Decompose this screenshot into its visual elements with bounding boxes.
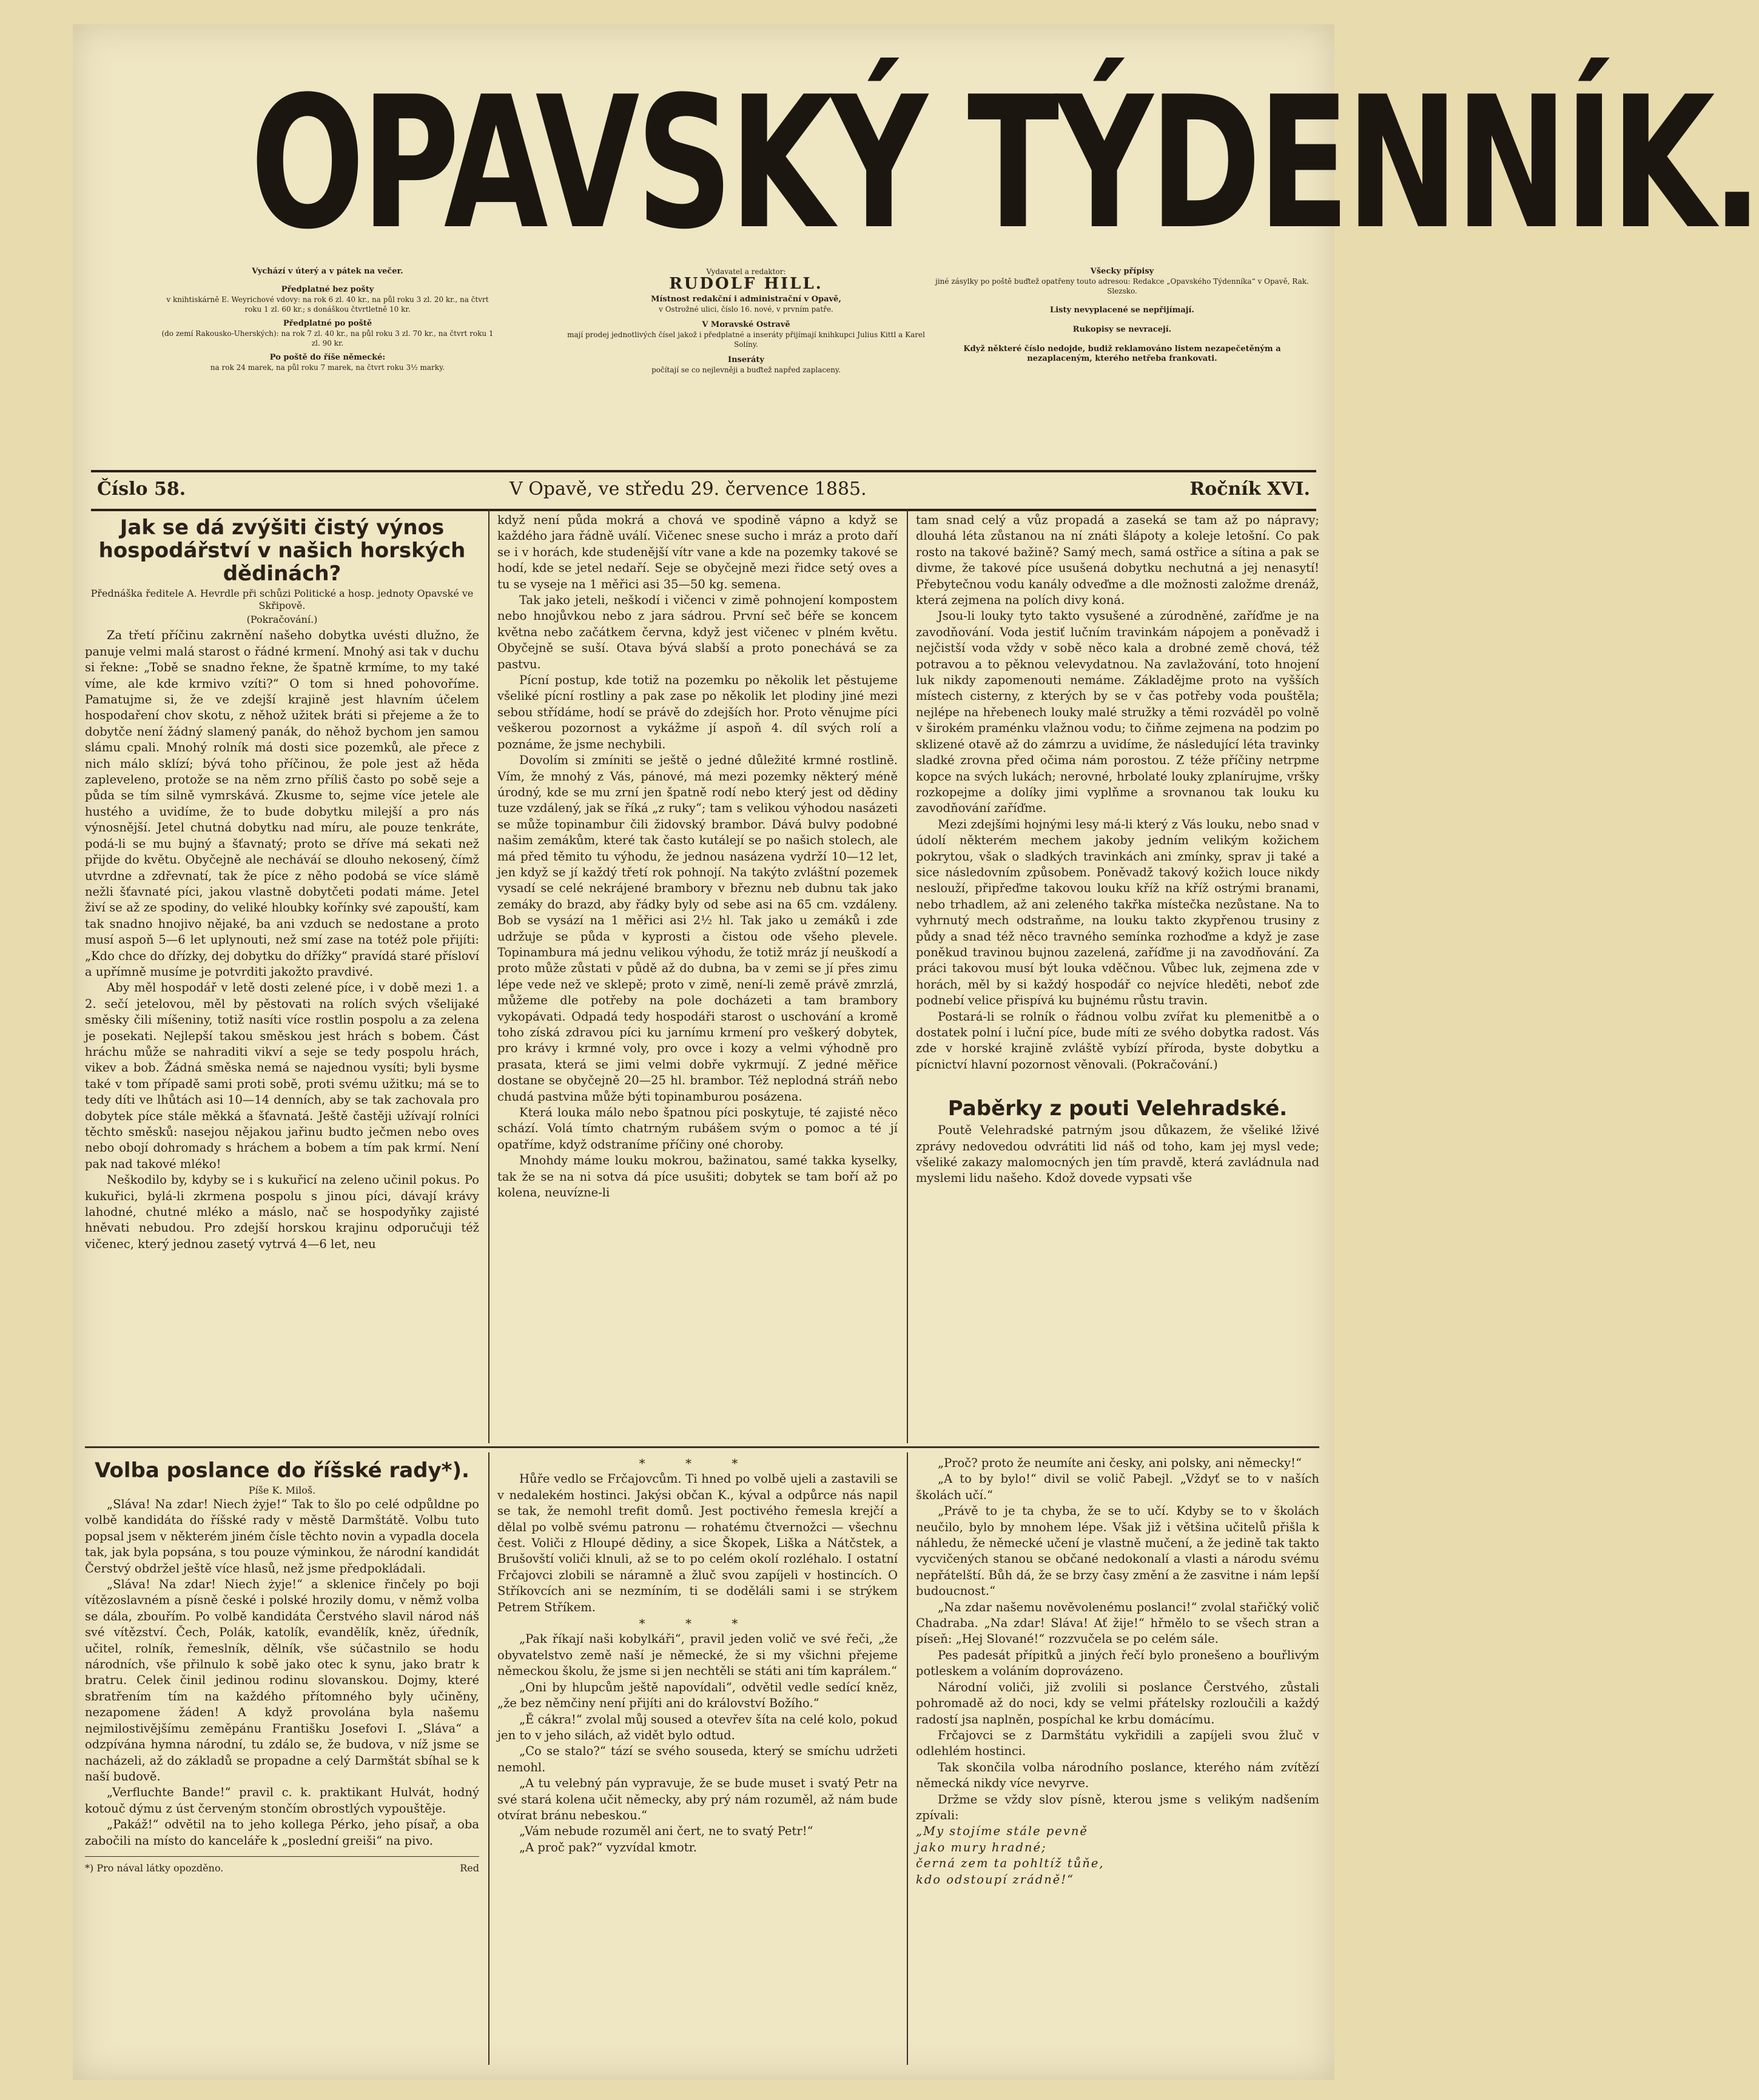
paragraph: když není půda mokrá a chová ve spodině vápno a když se každého jara řádně uválí. Vičenec snese sucho i mráz a proto daří se i v horách, kde studenější vítr vane a kde na pozemky takové se hodí, kde se jetel nedaří. Seje se obyčejně mezi řidce setý oves a tu se vyseje na 1 měřici asi 35—50 kg. semena. bbox=[497, 513, 898, 591]
ostrava-heading: V Moravské Ostravě bbox=[702, 320, 790, 329]
paragraph: Aby měl hospodář v letě dosti zelené píce, i v době mezi 1. a 2. sečí jetelovou, měl by pěstovati na rolích svých všelijaké směsky čili míšeniny, totiž nasíti více rostlin pospolu a za zelena je posekati. Nejlepší takou směskou jest hrách s bobem. Část hráchu může se nahraditi vikví a seje se tedy pospolu hrách, vikev a bob. Žádná směska nemá se najednou vysíti; byli bysme také v tom případě sami proti sobě, proti svému užitku; má se to tedy díti ve lhůtách asi 10—14 denních, aby se tak zachovala pro dobytek píce stále měkká a šťavnatá. Ještě častěji užívají rolníci těchto směsků: nasejou nějakou jařinu budto ječmen nebo oves nebo obojí dohromady s hráchem a bobem a tím pak krmí. Není pak nad takové mléko! bbox=[85, 981, 479, 1171]
paragraph: Tak jako jeteli, neškodí i vičenci v zimě pohnojení kompostem nebo hnojůvkou nebo z jara sádrou. První seč béře se koncem května nebo začátkem června, když jest vičenec v plném květu. Obyčejně se suší. Otava bývá slabší a proto ponechává se za pastvu. bbox=[497, 593, 898, 671]
article-farming-continued: (Pokračování.) bbox=[246, 614, 318, 625]
paragraph: Tak skončila volba národního poslance, kterého nám zvítězí německá nikdy více nevyrve. bbox=[916, 1760, 1319, 1791]
subscription-local-heading: Předplatné bez pošty bbox=[281, 285, 374, 294]
paragraph: Mezi zdejšími hojnými lesy má-li který z Vás louku, nebo snad v údolí některém mechem jakoby jedním velikým kožichem pokrytou, však o sladkých travinkách ani zmínky, sprav ji také a sice následovním způsobem. Poněvadž takový kožich louce nikdy neslouží, připřeďme takovou louku kříž na kříž ostrými branami, nebo trhadlem, až ani zeleného takřka místečka nezůstane. Na to vyhrnutý mech odstraňme, na louku takto zkypřenou trusiny z půdy a snad též něco travného semínka rozhoďme a když je zase poněkud travinou bujnou zazelená, zaříďme ji na zavodňování. Za práci takovou musí být louka vděčnou. Vůbec luk, zejmena zde v horách, měl by si každý hospodář co nejvíce hleděti, neboť zde podnebí velice přispívá ku bujnému růstu travin. bbox=[916, 817, 1319, 1008]
article-farming-col1 bbox=[85, 512, 479, 1440]
footnote-sign: Red bbox=[460, 1862, 479, 1874]
paragraph: „A tu velebný pán vypravuje, že se bude muset i svatý Petr na své stará kolena učit německy, aby prý nám rozuměl, až nám bude otvírat bránu nebeskou.“ bbox=[497, 1776, 898, 1822]
subscription-info bbox=[158, 267, 497, 372]
paragraph: „Co se stalo?“ tází se svého souseda, který se smíchu udržeti nemohl. bbox=[497, 1744, 898, 1774]
column-rule bbox=[907, 509, 908, 1443]
article-election-title: Volba poslance do říšské rady*). bbox=[95, 1458, 469, 1483]
subscription-german-heading: Po poště do říše německé: bbox=[269, 353, 386, 362]
paragraph: „Ě cákra!“ zvolal můj soused a otevřev šíta na celé kolo, pokud jen to v jeho silách, až vidět bylo odtud. bbox=[497, 1712, 898, 1742]
paragraph: Pícní postup, kde totiž na pozemku po několik let pěstujeme všeliké pícní rostliny a pak zase po několik let plodiny jiné mezi sebou střídáme, hodí se právě do zdejších hor. Proto věnujme píci veškerou pozornost a vykážme jí aspoň 4. díl svých rolí a poznáme, že jsme nechybili. bbox=[497, 673, 898, 751]
paragraph: Národní voliči, již zvolili si poslance Čerstvého, zůstali pohromadě až do noci, kdy se velmi přátelsky rozloučili a každý radostí jsa naplněn, pospíchal ke krbu domácímu. bbox=[916, 1680, 1319, 1726]
unpaid-notice: Listy nevyplacené se nepřijímají. bbox=[1050, 306, 1194, 315]
article-farming-col2 bbox=[497, 512, 898, 1440]
subscription-post-text: (do zemí Rakousko-Uherských): na rok 7 zl. 40 kr., na půl roku 3 zl. 70 kr., na čtvrt roku 1 zl. 90 kr. bbox=[161, 329, 494, 347]
column-rule bbox=[907, 1452, 908, 2065]
manuscripts-notice: Rukopisy se nevracejí. bbox=[1072, 325, 1172, 334]
paragraph: „Sláva! Na zdar! Niech żyje!“ Tak to šlo po celé odpůldne po volbě kandidáta do říšské rady v městě Darmštátě. Volbu tuto popsal jsem v některém jiném čísle těchto novin a vypadla docela tak, jak byla popsána, s tou pouze výminkou, že národní kandidát Čerstvý obdržel ještě více hlasů, než jsme předpokládali. bbox=[85, 1497, 479, 1575]
paragraph: Hůře vedlo se Frčajovcům. Ti hned po volbě ujeli a zastavili se v nedalekém hostinci. Jakýsi občan K., kýval a odpůrce nás napil se tak, že nemohl trefit domů. Jest poctivého řemesla krejčí a dělal po volbě svému patronu — rohatému čtvernožci — všechnu čest. Voliči z Hloupé dědiny, a sice Škopek, Liška a Nátčstek, a Brušovští voliči klnuli, až se to po celém okolí rozléhalo. I ostatní Frčajovci zlobili se náramně a žluč svou zapíjeli v hostincích. O Stříkovcích ani se nezmíním, ti se doděláli sami i se strýkem Petrem Stříkem. bbox=[497, 1472, 898, 1614]
paragraph: Frčajovci se z Darmštátu vykřidili a zapíjeli svou žluč v odlehlém hostinci. bbox=[916, 1728, 1319, 1759]
newspaper-title: OPAVSKÝ TÝDENNÍK. bbox=[250, 58, 1759, 269]
issue-number: Číslo 58. bbox=[97, 478, 186, 500]
poem-line: jako mury hradné; bbox=[916, 1840, 1047, 1854]
paragraph: Jsou-li louky tyto takto vysušené a zúrodněné, zaříďme je na zavodňování. Voda jestiť lučním travinkám nápojem a poněvadž i nejčistší voda vždy v sobě něco kala a drobné země chová, též potravou a to pěknou velevydatnou. Na zavlažování, toto hnojení luk nikdy zapomenouti nemáme. Základějme proto na vyšších místech cisterny, z kterých by se v čas potřeby voda pouštěla; nejlépe na hřebenech louky malé stružky a těmi rozváděl po volně v širokém praménku vlažnou vodu; to čiňme zejmena na podzim po sklizené otavě až do zámrzu a uvidíme, že následující léta travinky sladké zrovna před očima nám porostou. Z téže příčiny netrpme kopce na svých lukách; nerovné, hrbolaté louky zplanírujme, vršky rozkopejme a dolíky jimi vyplňme a srovnanou tak louku ku zavodňování zaříďme. bbox=[916, 609, 1319, 816]
paragraph: Pes padesát přípitků a jiných řečí bylo pronešeno a bouřlivým potleskem a voláním doprovázeno. bbox=[916, 1648, 1319, 1679]
paragraph: „Proč? proto že neumíte ani česky, ani polsky, ani německy!“ bbox=[938, 1456, 1302, 1470]
missing-issue-notice: Když některé číslo nedojde, budiž reklamováno listem nezapečetěným a nezaplaceným, kterého netřeba frankovati. bbox=[963, 344, 1281, 363]
article-farming-subtitle: Přednáška ředitele A. Hevrdle při schůzi Politické a hosp. jednoty Opavské ve Skřipově. bbox=[90, 588, 474, 611]
article-election-col1 bbox=[85, 1455, 479, 2068]
issue-date: V Opavě, ve středu 29. července 1885. bbox=[510, 478, 867, 500]
footnote-text: *) Pro nával látky opozděno. bbox=[85, 1862, 224, 1874]
letters-heading: Všecky přípisy bbox=[1090, 267, 1154, 276]
poem-line: černá zem ta pohltíž tůňe, bbox=[916, 1856, 1105, 1871]
subscription-local-text: v knihtiskárně E. Weyrichové vdovy: na rok 6 zl. 40 kr., na půl roku 3 zl. 20 kr., na čtvrt roku 1 zl. 60 kr.; s donáškou čtvrtletně 10 kr. bbox=[166, 295, 489, 314]
office-text: v Ostrožné ulici, číslo 16. nové, v prvním patře. bbox=[659, 305, 833, 314]
paragraph: tam snad celý a vůz propadá a zaseká se tam až po nápravy; dlouhá léta zůstanou na ní znáti šlápoty a koleje letošní. Co pak rosto na takové bažině? Samý mech, samá ostřice a sítina a pak se divme, že takové píce usušená dobytku nechutná a jej nenasytí! Přebytečnou vodu kanály odveďme a dle možnosti založme drenáž, která zejmena na polích divy koná. bbox=[916, 513, 1319, 608]
dateline bbox=[91, 470, 1316, 511]
paragraph: „Verfluchte Bande!“ pravil c. k. praktikant Hulvát, hodný kotouč dýmu z úst červeným stončím obrostlých vypouštěje. bbox=[85, 1785, 479, 1816]
subscription-post-heading: Předplatné po poště bbox=[283, 319, 372, 328]
masthead-info bbox=[91, 267, 1316, 467]
paragraph: Postará-li se rolník o řádnou volbu zvířat ku plemenitbě a o dostatek polní i luční píce, bude míti ze svého dobytka radost. Vás zde v horské krajině zvláště vybízí příroda, byste dobytku a pícnictví hlavní pozornost věnovali. (Pokračování.) bbox=[916, 1009, 1319, 1072]
volume-number: Ročník XVI. bbox=[1189, 478, 1310, 500]
paragraph: „Pak říkají naši kobylkáři“, pravil jeden volič ve své řeči, „že obyvatelstvo země naší je německé, že si my všichni přejeme německou školu, že jsme si jen nechtěli se státi ani tím kaprálem.“ bbox=[497, 1632, 898, 1679]
paragraph: Dovolím si zmíniti se ještě o jedné důležité krmné rostlině. Vím, že mnohý z Vás, pánové, má mezi pozemky některý méně úrodný, kde se mu zrní jen špatně rodí nebo který jest od dědiny tuze vzdálený, jak se říká „z ruky“; tam s velikou výhodou nasázeti se může topinambur čili židovský brambor. Dává bulvy podobné našim zemákům, které tak často kutálejí se po našich stolech, ale má před těmito tu výhodu, že jednou nasázena vydrží 10—12 let, jen když se jí každý třetí rok pohnojí. Na takýto zvláštní pozemek vysadí se celé nekrájené brambory v březnu neb dubnu tak jako zemáky do brazd, aby řádky byly od sebe asi na 65 cm. vzdáleny. Bob se vysází na 1 měřici asi 2½ hl. Tak jako u zemáků i zde udržuje se půda v kyprosti a čistou ode všeho plevele. Topinambura má jednu velikou výhodu, že totiž mráz jí neuškodí a proto může zůstati v půdě až do dubna, ba v zemi se jí přes zimu lépe vede než ve sklepě; proto v zimě, není-li země právě zmrzlá, můžeme dle potřeby na pole docházeti a tam brambory vykopávati. Odpadá tedy hospodáři starost o uschování a kromě toho získá zdravou píci ku jarnímu krmení pro veškerý dobytek, pro krávy i krmné voly, pro ovce i kozy a velmi výhodně pro prasata, která se jimi velmi dobře vykrmují. Z jedné měřice dostane se obyčejně 20—25 hl. brambor. Též neplodná stráň nebo chudá pastvina může býti topinamburou posázena. bbox=[497, 753, 898, 1104]
paragraph: Která louka málo nebo špatnou píci poskytuje, té zajisté něco schází. Volá tímto chatrným rubášem svým o pomoc a té jí opatříme, když odstraníme příčiny oné choroby. bbox=[497, 1105, 898, 1152]
paragraph: Poutě Velehradské patrným jsou důkazem, že všeliké lživé zprávy nedovedou odvrátiti lid náš od toho, kam jej mysl vede; všeliké zakazy malomocných jen tím pravdě, která zavládnula nad myslemi lidu našeho. Kdož dovede vypsati vše bbox=[916, 1123, 1319, 1186]
footnote bbox=[85, 1856, 479, 1876]
paragraph: „Pakáž!“ odvětil na to jeho kollega Pérko, jeho písař, a oba zabočili na místo do kanceláře k „poslední greiši“ na pivo. bbox=[85, 1817, 479, 1848]
article-election-author: Píše K. Miloš. bbox=[248, 1484, 316, 1496]
article-farming-col3 bbox=[916, 512, 1319, 1440]
paragraph: Za třetí příčinu zakrnění našeho dobytka uvésti dlužno, že panuje velmi malá starost o řádné krmení. Mnohý asi tak v duchu si řekne: „Tobě se snadno řekne, že špatně krmíme, to my také víme, ale kde krmivo vzíti?“ O tom si hned pohovoříme. Pamatujme si, že ve zdejší krajině jest hlavním účelem hospodaření chov skotu, z něhož užitek bráti si přejeme a že to dobytče není žádný slamený panák, do něhož bychom jen samou slámu cpali. Mnohý rolník má dosti sice pozemků, ale přece z nich málo sklízí; bývá toho příčinou, že pole jest až hěda zapleveleno, protože se na něm zrno příliš často po sobě seje a půda se tím silně vymrskává. Zkusme to, sejme více jetele ale hustého a uvidíme, že to bude dobytku milejší a pro nás výnosnější. Jetel chutná dobytku nad míru, ale pouze tenkráte, podá-li se mu bujný a šťavnatý; proto se dříve má sekati než přijde do květu. Obyčejně ale necháváí se dlouho nekosený, čímž utvrdne a zdřevnatí, tak že píce z něho podobá se více slámě nežli šťavnaté píci, jakou vlastně dobytčeti podati máme. Jetel živí se až ze spodiny, do veliké hloubky kořínky své zapouští, kam tak snadno hnojivo nějaké, ba ani vzduch se nedostane a proto musí aspoň 5—6 let uplynouti, než smí zase na totéž pole přijíti: „Kdo chce do dřízky, dej dobytku do dřížky“ pravídá staré přísloví a upřímně musíme je potvrditi jakožto pravdivé. bbox=[85, 628, 479, 979]
paragraph: Držme se vždy slov písně, kterou jsme s velikým nadšením zpívali: bbox=[916, 1792, 1319, 1822]
section-stars: * * * bbox=[639, 1616, 756, 1631]
article-farming-title: Jak se dá zvýšiti čistý výnos hospodářství v našich horských dědinách? bbox=[98, 515, 466, 586]
paragraph: „A proč pak?“ vyzvídal kmotr. bbox=[519, 1840, 697, 1854]
poem-line: „My stojíme stále pevně bbox=[916, 1824, 1088, 1839]
newspaper-page bbox=[73, 24, 1759, 2080]
article-election-col2 bbox=[497, 1455, 898, 2068]
subscription-german-text: na rok 24 marek, na půl roku 7 marek, na čtvrt roku 3½ marky. bbox=[210, 363, 445, 372]
issue-schedule: Vychází v úterý a v pátek na večer. bbox=[252, 267, 403, 276]
letters-info bbox=[934, 267, 1310, 364]
paragraph: Neškodilo by, kdyby se i s kukuřicí na zeleno učinil pokus. Po kukuřici, bylá-li zkrmena pospolu s jinou píci, dávají krávy lahodné, chutné mléko a máslo, nač se hospodyňky zajisté hněvati nebudou. Pro zdejší horskou krajinu odporučuji též vičenec, který jednou zasetý vytrvá 4—6 let, neu bbox=[85, 1173, 479, 1251]
editor-label: Vydavatel a redaktor: bbox=[706, 267, 786, 276]
article-pilgrimage-title: Paběrky z pouti Velehradské. bbox=[947, 1096, 1288, 1121]
section-stars: * * * bbox=[639, 1456, 756, 1471]
letters-text: jiné zásylky po poště buďtež opatřeny touto adresou: Redakce „Opavského Týdenníka“ v Opavě, Rak. Slezsko. bbox=[935, 277, 1309, 295]
poem-line: kdo odstoupí zrádně!“ bbox=[916, 1872, 1075, 1887]
ads-heading: Inseráty bbox=[728, 355, 764, 364]
editor-name: RUDOLF HILL. bbox=[669, 275, 823, 293]
ostrava-text: mají prodej jednotlivých čísel jakož i předplatné a inseráty přijímají knihkupci Julius Kittl a Karel Solíny. bbox=[567, 330, 925, 349]
ads-text: počítají se co nejlevněji a buďtež napřed zaplaceny. bbox=[651, 366, 841, 374]
section-divider bbox=[85, 1446, 1319, 1448]
article-election-col3 bbox=[916, 1455, 1319, 2068]
column-rule bbox=[488, 509, 489, 1443]
paragraph: „Vám nebude rozuměl ani čert, ne to svatý Petr!“ bbox=[519, 1824, 813, 1839]
paragraph: „Oni by hlupcům ještě napovídali“, odvětil vedle sedící kněz, „že bez němčiny není přijíti ani do království Božího.“ bbox=[497, 1680, 898, 1711]
paragraph: „Na zdar našemu nověvolenému poslanci!“ zvolal stařičký volič Chadraba. „Na zdar! Sláva! Ať žije!“ hřmělo to se všech stran a píseň: „Hej Slované!“ rozzvučela se po celém sále. bbox=[916, 1600, 1319, 1646]
office-heading: Místnost redakční i administrační v Opavě, bbox=[651, 295, 841, 304]
column-rule bbox=[488, 1452, 489, 2065]
publisher-info bbox=[564, 267, 928, 375]
paragraph: „Právě to je ta chyba, že se to učí. Kdyby se to v školách neučilo, bylo by mnohem lépe. Však již i většina učitelů přišla k náhledu, že německé učení je vlastně mučení, a že jedině tak takto vycvičených stanou se občané nedokonalí a vlasti a národu svému nepřátelští. Bůh dá, že se brzy časy změní a že zasvitne i nám lepší budoucnost.“ bbox=[916, 1504, 1319, 1598]
paragraph: „A to by bylo!“ divil se volič Pabejl. „Vždyť se to v naších školách učí.“ bbox=[916, 1472, 1319, 1502]
paragraph: Mnohdy máme louku mokrou, bažinatou, samé takka kyselky, tak že se na ni sotva dá píce usušiti; dobytek se tam boří až po kolena, neuvízne-li bbox=[497, 1153, 898, 1200]
paragraph: „Sláva! Na zdar! Niech żyje!“ a sklenice řinčely po boji vítězoslavném a písně české i polské hrozily domu, v němž volba se dála, zbouřím. Po volbě kandidáta Čerstvého slavil národ náš své vítězství. Čech, Polák, katolík, evandělík, kněz, úředník, učitel, rolník, řemeslník, dělník, vše súčastnilo se hodu národních, vše přilnulo k sobě jako otec k synu, jako bratr k bratru. Celek činil jedinou rodinu slovanskou. Dojmy, které sbratřením tím na každého přítomného byly učiněny, nezapomene žáden! A když provolána byla našemu nejmilostivějšímu zeměpánu Františku Josefovi I. „Sláva“ a odzpívána hymna národní, tu zdálo se, že budova, v níž jsme se nacházeli, až do základů se propadne a celý Darmštát sbíhal se k naší budově. bbox=[85, 1577, 479, 1783]
